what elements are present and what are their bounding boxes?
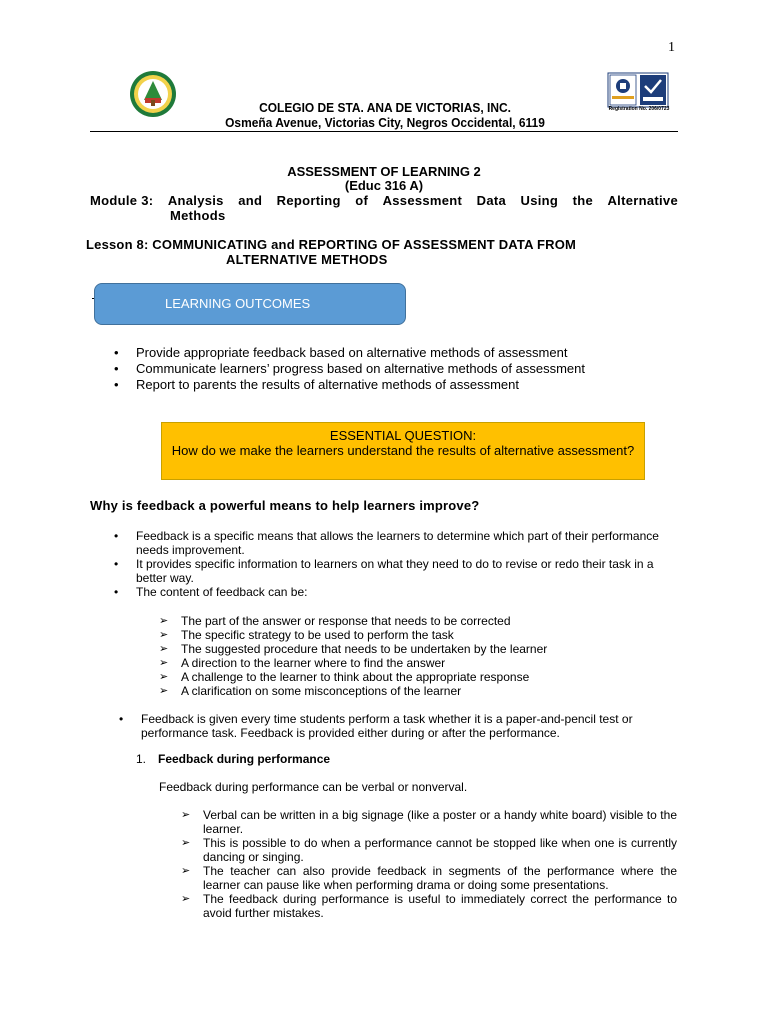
list-item: ➢ The feedback during performance is useful to immediately correct the performance to avoid further mistakes. xyxy=(203,892,677,920)
module-word: Alternative xyxy=(607,193,678,208)
module-prefix: Module 3: xyxy=(90,193,154,208)
module-word: Using xyxy=(520,193,559,208)
module-word: Analysis xyxy=(167,193,224,208)
subsection-heading xyxy=(136,752,330,766)
performance-feedback-list xyxy=(203,808,677,920)
school-address: Osmeña Avenue, Victorias City, Negros Occidental, 6119 xyxy=(225,115,545,130)
list-item: ➢ The part of the answer or response that needs to be corrected xyxy=(181,614,681,628)
registration-number: Registration No. 206/0723 xyxy=(608,106,670,112)
list-item: ➢ Verbal can be written in a big signage (like a poster or a handy white board) visible to the learner. xyxy=(203,808,677,836)
page-number: 1 xyxy=(668,40,675,55)
feedback-content-list xyxy=(181,614,681,698)
module-word: Reporting xyxy=(276,193,341,208)
subsection-intro: Feedback during performance can be verbal or nonverval. xyxy=(159,780,468,794)
module-title-line2: Methods xyxy=(170,208,226,223)
subsection-title: Feedback during performance xyxy=(158,752,331,766)
list-item: • Report to parents the results of alternative methods of assessment xyxy=(136,377,696,393)
learning-outcomes-banner: LEARNING OUTCOMES xyxy=(94,283,406,325)
feedback-timing-list xyxy=(141,712,681,740)
essential-question-label: ESSENTIAL QUESTION: xyxy=(329,428,477,443)
course-title: ASSESSMENT OF LEARNING 2 xyxy=(287,164,481,179)
list-item: ➢ The teacher can also provide feedback in segments of the performance where the learner can pause like when performing drama or doing some presentations. xyxy=(203,864,677,892)
section-heading: Why is feedback a powerful means to help learners improve? xyxy=(90,498,480,513)
list-item: ➢ A challenge to the learner to think about the appropriate response xyxy=(181,670,681,684)
lesson-title-line2: ALTERNATIVE METHODS xyxy=(226,252,388,267)
module-word: Assessment xyxy=(382,193,463,208)
lesson-title-line1: Lesson 8: COMMUNICATING and REPORTING OF ASSESSMENT DATA FROM xyxy=(86,237,577,252)
course-code: (Educ 316 A) xyxy=(344,178,424,193)
module-word: Data xyxy=(476,193,507,208)
list-item: • Communicate learners’ progress based on alternative methods of assessment xyxy=(136,361,696,377)
module-title xyxy=(90,193,678,223)
list-item: • Feedback is a specific means that allows the learners to determine which part of their performance needs improvement. xyxy=(136,529,681,557)
module-word: the xyxy=(572,193,594,208)
module-word: of xyxy=(355,193,369,208)
list-item: • It provides specific information to learners on what they need to do to revise or redo their task in a better way. xyxy=(136,557,681,585)
list-item: • Feedback is given every time students perform a task whether it is a paper-and-pencil test or performance task. Feedback is provided either during or after the performance. xyxy=(141,712,681,740)
feedback-points-list xyxy=(136,529,681,599)
list-item: ➢ This is possible to do when a performance cannot be stopped like when one is currently dancing or singing. xyxy=(203,836,677,864)
list-item: ➢ The suggested procedure that needs to be undertaken by the learner xyxy=(181,642,681,656)
list-item: • The content of feedback can be: xyxy=(136,585,681,599)
subsection-number: 1. xyxy=(136,752,147,766)
header-divider xyxy=(90,131,678,132)
learning-outcomes-list xyxy=(136,345,696,393)
list-item: ➢ A clarification on some misconceptions of the learner xyxy=(181,684,681,698)
essential-question-text: How do we make the learners understand the results of alternative assessment? xyxy=(171,443,635,458)
lesson-title xyxy=(86,237,686,267)
list-item: ➢ A direction to the learner where to find the answer xyxy=(181,656,681,670)
list-item: • Provide appropriate feedback based on alternative methods of assessment xyxy=(136,345,696,361)
module-word: and xyxy=(238,193,263,208)
school-name: COLEGIO DE STA. ANA DE VICTORIAS, INC. xyxy=(259,100,511,115)
list-item: ➢ The specific strategy to be used to perform the task xyxy=(181,628,681,642)
essential-question-box xyxy=(161,422,645,480)
